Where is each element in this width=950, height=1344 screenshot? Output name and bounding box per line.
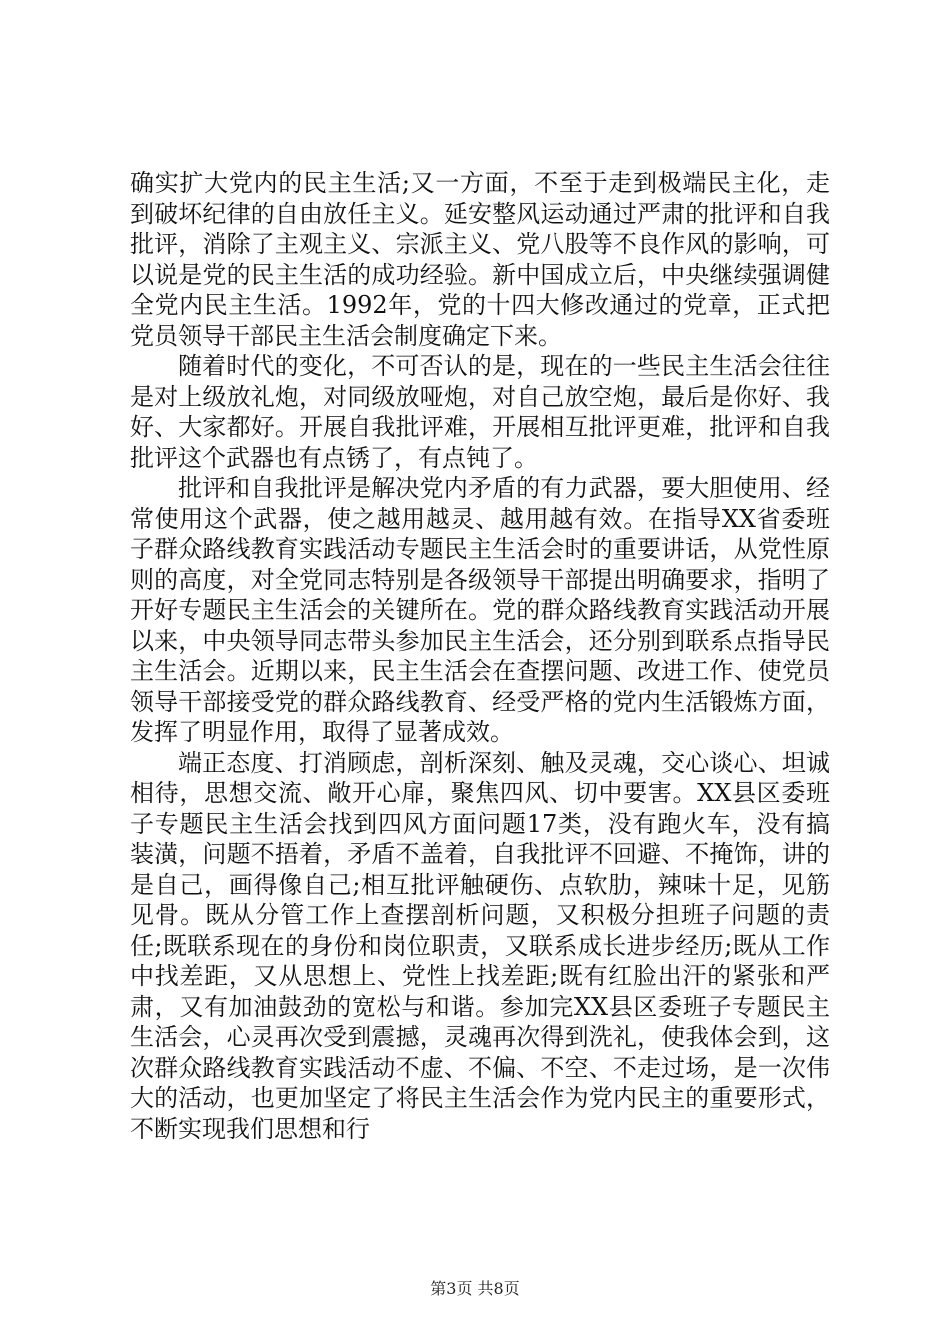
page-footer: 第3页 共8页 <box>430 1279 520 1298</box>
paragraph-4: 端正态度、打消顾虑，剖析深刻、触及灵魂，交心谈心、坦诚相待，思想交流、敞开心扉，聚焦四风、切中要害。XX县区委班子专题民主生活会找到四风方面问题17类，没有跑火车，没有搞装潢，问题不捂着，矛盾不盖着，自我批评不回避、不掩饰，讲的是自己，画得像自己;相互批评触硬伤、点软肋，辣味十足，见筋见骨。既从分管工作上查摆剖析问题，又积极分担班子问题的责任;既联系现在的身份和岗位职责，又联系成长进步经历;既从工作中找差距，又从思想上、党性上找差距;既有红脸出汗的紧张和严肃，又有加油鼓劲的宽松与和谐。参加完XX县区委班子专题民主生活会，心灵再次受到震撼，灵魂再次得到洗礼，使我体会到，这次群众路线教育实践活动不虚、不偏、不空、不走过场，是一次伟大的活动，也更加坚定了将民主生活会作为党内民主的重要形式，不断实现我们思想和行 <box>130 748 830 1143</box>
document-body <box>130 168 830 1144</box>
paragraph-3: 批评和自我批评是解决党内矛盾的有力武器，要大胆使用、经常使用这个武器，使之越用越灵、越用越有效。在指导XX省委班子群众路线教育实践活动专题民主生活会时的重要讲话，从党性原则的高度，对全党同志特别是各级领导干部提出明确要求，指明了开好专题民主生活会的关键所在。党的群众路线教育实践活动开展以来，中央领导同志带头参加民主生活会，还分别到联系点指导民主生活会。近期以来，民主生活会在查摆问题、改进工作、使党员领导干部接受党的群众路线教育、经受严格的党内生活锻炼方面，发挥了明显作用，取得了显著成效。 <box>130 474 830 746</box>
paragraph-1: 确实扩大党内的民主生活;又一方面，不至于走到极端民主化，走到破坏纪律的自由放任主义。延安整风运动通过严肃的批评和自我批评，消除了主观主义、宗派主义、党八股等不良作风的影响，可以说是党的民主生活的成功经验。新中国成立后，中央继续强调健全党内民主生活。1992年，党的十四大修改通过的党章，正式把党员领导干部民主生活会制度确定下来。 <box>130 169 830 350</box>
paragraph-2: 随着时代的变化，不可否认的是，现在的一些民主生活会往往是对上级放礼炮，对同级放哑炮，对自己放空炮，最后是你好、我好、大家都好。开展自我批评难，开展相互批评更难，批评和自我批评这个武器也有点锈了，有点钝了。 <box>130 352 830 472</box>
